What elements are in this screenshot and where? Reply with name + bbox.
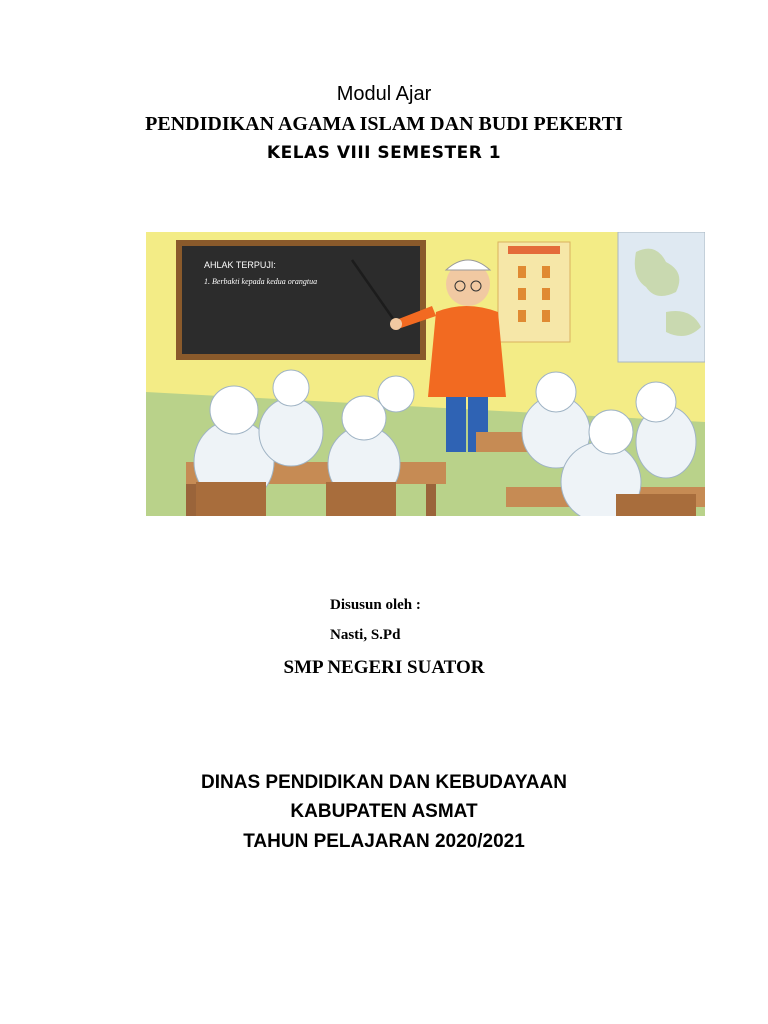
regency-name: KABUPATEN ASMAT [290,801,478,822]
compiled-by-label: Disusun oleh : [330,597,421,613]
wall-map [618,232,705,362]
blackboard [176,240,426,360]
wall-poster [498,242,570,342]
module-title: Modul Ajar [336,83,432,105]
subject-title: PENDIDIKAN AGAMA ISLAM DAN BUDI PEKERTI [145,113,623,135]
blackboard-text: 1. Berbakti kepada kedua orangtua [204,277,318,286]
academic-year: TAHUN PELAJARAN 2020/2021 [243,831,525,852]
school-name: SMP NEGERI SUATOR [283,657,485,678]
class-semester-title: KELAS VIII SEMESTER 1 [266,143,502,163]
blackboard-heading: AHLAK TERPUJI: [204,260,276,270]
classroom-illustration [146,232,705,516]
department-name: DINAS PENDIDIKAN DAN KEBUDAYAAN [201,772,567,793]
author-name: Nasti, S.Pd [330,627,401,643]
